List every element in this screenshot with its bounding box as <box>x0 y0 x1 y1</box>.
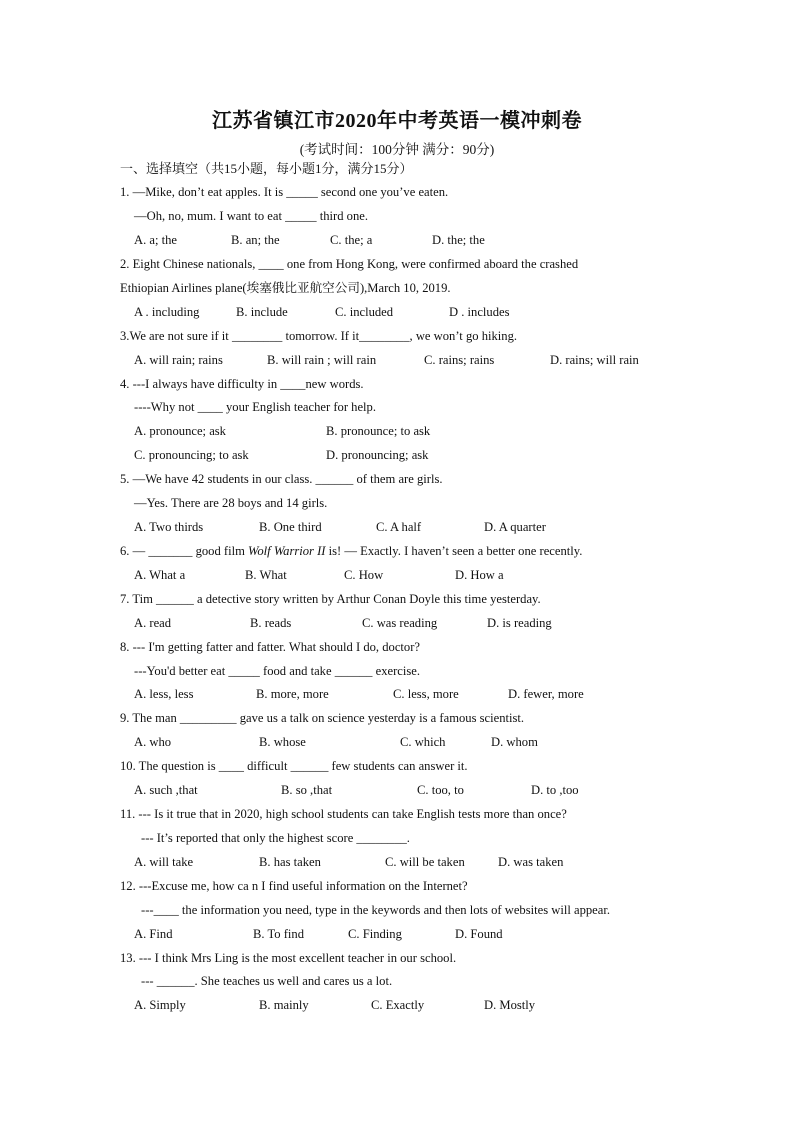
option-a: A. read <box>134 616 172 630</box>
question-stem: 3.We are not sure if it ________ tomorrow. If it________, we won’t go hiking. <box>120 329 518 343</box>
option-d: D . includes <box>449 305 510 319</box>
option-a: A. who <box>134 735 172 749</box>
question-stem: Ethiopian Airlines plane(埃塞俄比亚航空公司),March 10, 2019. <box>120 281 451 295</box>
option-a: A. less, less <box>134 687 194 701</box>
option-b: B. so ,that <box>281 783 333 797</box>
stem-text: 6. — _______ good film <box>120 544 249 558</box>
option-d: D. fewer, more <box>508 687 584 701</box>
question-stem: 11. --- Is it true that in 2020, high school students can take English tests more than once? <box>120 807 567 821</box>
option-b: B. more, more <box>256 687 329 701</box>
option-d: D. How a <box>455 568 504 582</box>
option-c: C. less, more <box>393 687 459 701</box>
option-a: A. a; the <box>134 233 178 247</box>
option-a: A. What a <box>134 568 186 582</box>
option-d: D. is reading <box>487 616 552 630</box>
option-b: B. mainly <box>259 998 309 1012</box>
question-stem: —Oh, no, mum. I want to eat _____ third one. <box>134 209 368 223</box>
option-a: A. pronounce; ask <box>134 424 226 438</box>
question-stem: ---You'd better eat _____ food and take ______ exercise. <box>134 664 421 678</box>
option-a: A. such ,that <box>134 783 198 797</box>
question-stem: ---____ the information you need, type in the keywords and then lots of websites will appear. <box>141 903 611 917</box>
question-stem <box>120 543 582 559</box>
option-b: B. an; the <box>231 233 280 247</box>
question-stem: 7. Tim ______ a detective story written by Arthur Conan Doyle this time yesterday. <box>120 592 541 606</box>
stem-text: is! — Exactly. I haven’t seen a better one recently. <box>325 544 583 558</box>
option-d: D. to ,too <box>531 783 579 797</box>
option-c: C. A half <box>376 520 422 534</box>
question-stem: 9. The man _________ gave us a talk on science yesterday is a famous scientist. <box>120 711 525 725</box>
page-title: 江苏省镇江市2020年中考英语一模冲刺卷 <box>212 110 582 132</box>
option-d: D. the; the <box>432 233 485 247</box>
option-b: B. has taken <box>259 855 321 869</box>
option-c: C. was reading <box>362 616 438 630</box>
option-b: B. To find <box>253 927 305 941</box>
option-a: A . including <box>134 305 200 319</box>
option-b: B. One third <box>259 520 322 534</box>
option-c: C. Exactly <box>371 998 425 1012</box>
option-c: C. will be taken <box>385 855 465 869</box>
option-c: C. Finding <box>348 927 402 941</box>
option-b: B. whose <box>259 735 306 749</box>
question-stem: —Yes. There are 28 boys and 14 girls. <box>134 496 328 510</box>
option-d: D. whom <box>491 735 538 749</box>
option-a: A. will take <box>134 855 194 869</box>
question-stem: 5. —We have 42 students in our class. ______ of them are girls. <box>120 472 443 486</box>
option-c: C. which <box>400 735 446 749</box>
question-stem: 2. Eight Chinese nationals, ____ one from Hong Kong, were confirmed aboard the crashed <box>120 257 579 271</box>
question-stem: --- ______. She teaches us well and cares us a lot. <box>141 974 393 988</box>
option-d: D. A quarter <box>484 520 546 534</box>
exam-info: (考试时间：100分钟 满分：90分) <box>299 142 495 157</box>
option-c: C. pronouncing; to ask <box>134 448 249 462</box>
section-heading: 一、选择填空（共15小题，每小题1分，满分15分） <box>120 161 413 176</box>
film-title: Wolf Warrior II <box>248 544 326 558</box>
option-c: C. rains; rains <box>424 353 495 367</box>
option-d: D. rains; will rain <box>550 353 639 367</box>
question-stem: 4. ---I always have difficulty in ____new words. <box>120 377 364 391</box>
option-a: A. will rain; rains <box>134 353 223 367</box>
option-d: D. Mostly <box>484 998 536 1012</box>
question-stem: 8. --- I'm getting fatter and fatter. What should I do, doctor? <box>120 640 420 654</box>
option-d: D. Found <box>455 927 503 941</box>
option-c: C. too, to <box>417 783 464 797</box>
option-b: B. reads <box>250 616 292 630</box>
option-a: A. Find <box>134 927 173 941</box>
question-stem: --- It’s reported that only the highest score ________. <box>141 831 410 845</box>
option-b: B. include <box>236 305 288 319</box>
option-d: D. pronouncing; ask <box>326 448 429 462</box>
option-b: B. pronounce; to ask <box>326 424 431 438</box>
option-d: D. was taken <box>498 855 564 869</box>
question-stem: 10. The question is ____ difficult ______ few students can answer it. <box>120 759 468 773</box>
option-b: B. will rain ; will rain <box>267 353 377 367</box>
option-b: B. What <box>245 568 287 582</box>
option-c: C. How <box>344 568 384 582</box>
option-c: C. included <box>335 305 394 319</box>
question-stem: 13. --- I think Mrs Ling is the most excellent teacher in our school. <box>120 951 457 965</box>
question-stem: ----Why not ____ your English teacher for help. <box>134 400 377 414</box>
question-stem: 1. —Mike, don’t eat apples. It is _____ second one you’ve eaten. <box>120 185 449 199</box>
question-stem: 12. ---Excuse me, how ca n I find useful information on the Internet? <box>120 879 468 893</box>
option-c: C. the; a <box>330 233 373 247</box>
option-a: A. Simply <box>134 998 186 1012</box>
option-a: A. Two thirds <box>134 520 204 534</box>
